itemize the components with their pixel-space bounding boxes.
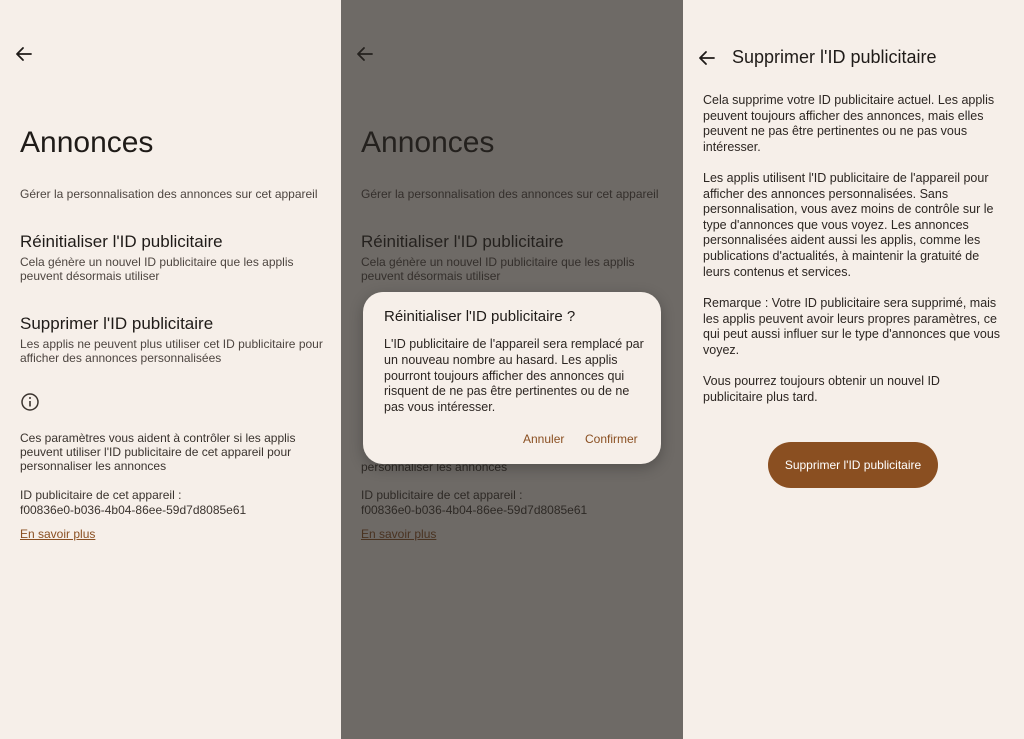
dialog-title: Réinitialiser l'ID publicitaire ? bbox=[384, 308, 576, 325]
delete-ad-id-title: Supprimer l'ID publicitaire bbox=[20, 314, 214, 333]
info-icon bbox=[20, 392, 40, 412]
page-title: Annonces bbox=[20, 126, 154, 159]
delete-ad-id-button-label: Supprimer l'ID publicitaire bbox=[784, 458, 922, 472]
cancel-button[interactable]: Annuler bbox=[523, 432, 565, 446]
reset-ad-id-item[interactable] bbox=[20, 232, 330, 284]
description-paragraph-4: Vous pourrez toujours obtenir un nouvel ID publicitaire plus tard. bbox=[703, 374, 940, 404]
back-arrow-icon[interactable] bbox=[12, 42, 36, 66]
dialog-body: L'ID publicitaire de l'appareil sera remplacé par un nouveau nombre au hasard. Les applis pourront toujours afficher des annonces qui risquent de ne pas être pertinentes ou de ne pas vous intéresser. bbox=[384, 337, 644, 415]
page-subtitle: Gérer la personnalisation des annonces sur cet appareil bbox=[20, 187, 318, 201]
reset-ad-id-desc: Cela génère un nouvel ID publicitaire que les applis peuvent désormais utiliser bbox=[20, 255, 294, 283]
description-paragraph-1: Cela supprime votre ID publicitaire actuel. Les applis peuvent toujours afficher des annonces, mais elles peuvent ne pas être pertinentes ou ne pas vous intéresser. bbox=[703, 93, 995, 154]
delete-ad-id-screen bbox=[683, 0, 1024, 739]
learn-more-link[interactable]: En savoir plus bbox=[20, 527, 96, 541]
ads-settings-screen bbox=[0, 0, 341, 739]
reset-ad-id-title: Réinitialiser l'ID publicitaire bbox=[20, 232, 223, 251]
delete-ad-id-desc: Les applis ne peuvent plus utiliser cet ID publicitaire pour afficher des annonces personnalisées bbox=[20, 337, 323, 365]
device-id-value: f00836e0-b036-4b04-86ee-59d7d8085e61 bbox=[20, 503, 247, 517]
device-id-label: ID publicitaire de cet appareil : bbox=[20, 488, 182, 502]
description-paragraph-3: Remarque : Votre ID publicitaire sera supprimé, mais les applis peuvent avoir leurs propres paramètres, ce qui peut aussi influer sur le type d'annonces que vous voyez. bbox=[703, 296, 1001, 357]
info-text: Ces paramètres vous aident à contrôler si les applis peuvent utiliser l'ID publicitaire de cet appareil pour personnaliser les annonces bbox=[20, 431, 296, 473]
back-arrow-icon[interactable] bbox=[695, 46, 719, 70]
confirm-button[interactable]: Confirmer bbox=[585, 432, 638, 446]
delete-ad-id-button[interactable] bbox=[768, 442, 938, 488]
reset-dialog-screen bbox=[341, 0, 683, 739]
page-title: Supprimer l'ID publicitaire bbox=[732, 47, 937, 67]
delete-ad-id-item[interactable] bbox=[20, 314, 330, 366]
reset-confirm-dialog bbox=[363, 292, 661, 464]
description-paragraph-2: Les applis utilisent l'ID publicitaire de l'appareil pour afficher des annonces personnalisées. Sans personnalisation, vous avez moins de contrôle sur le type d'annonces que vous voyez. Les annonces personnalisées aident aussi les applis, comme les publications d'actualités, à maintenir la gratuité de leurs contenus et services. bbox=[703, 171, 994, 279]
